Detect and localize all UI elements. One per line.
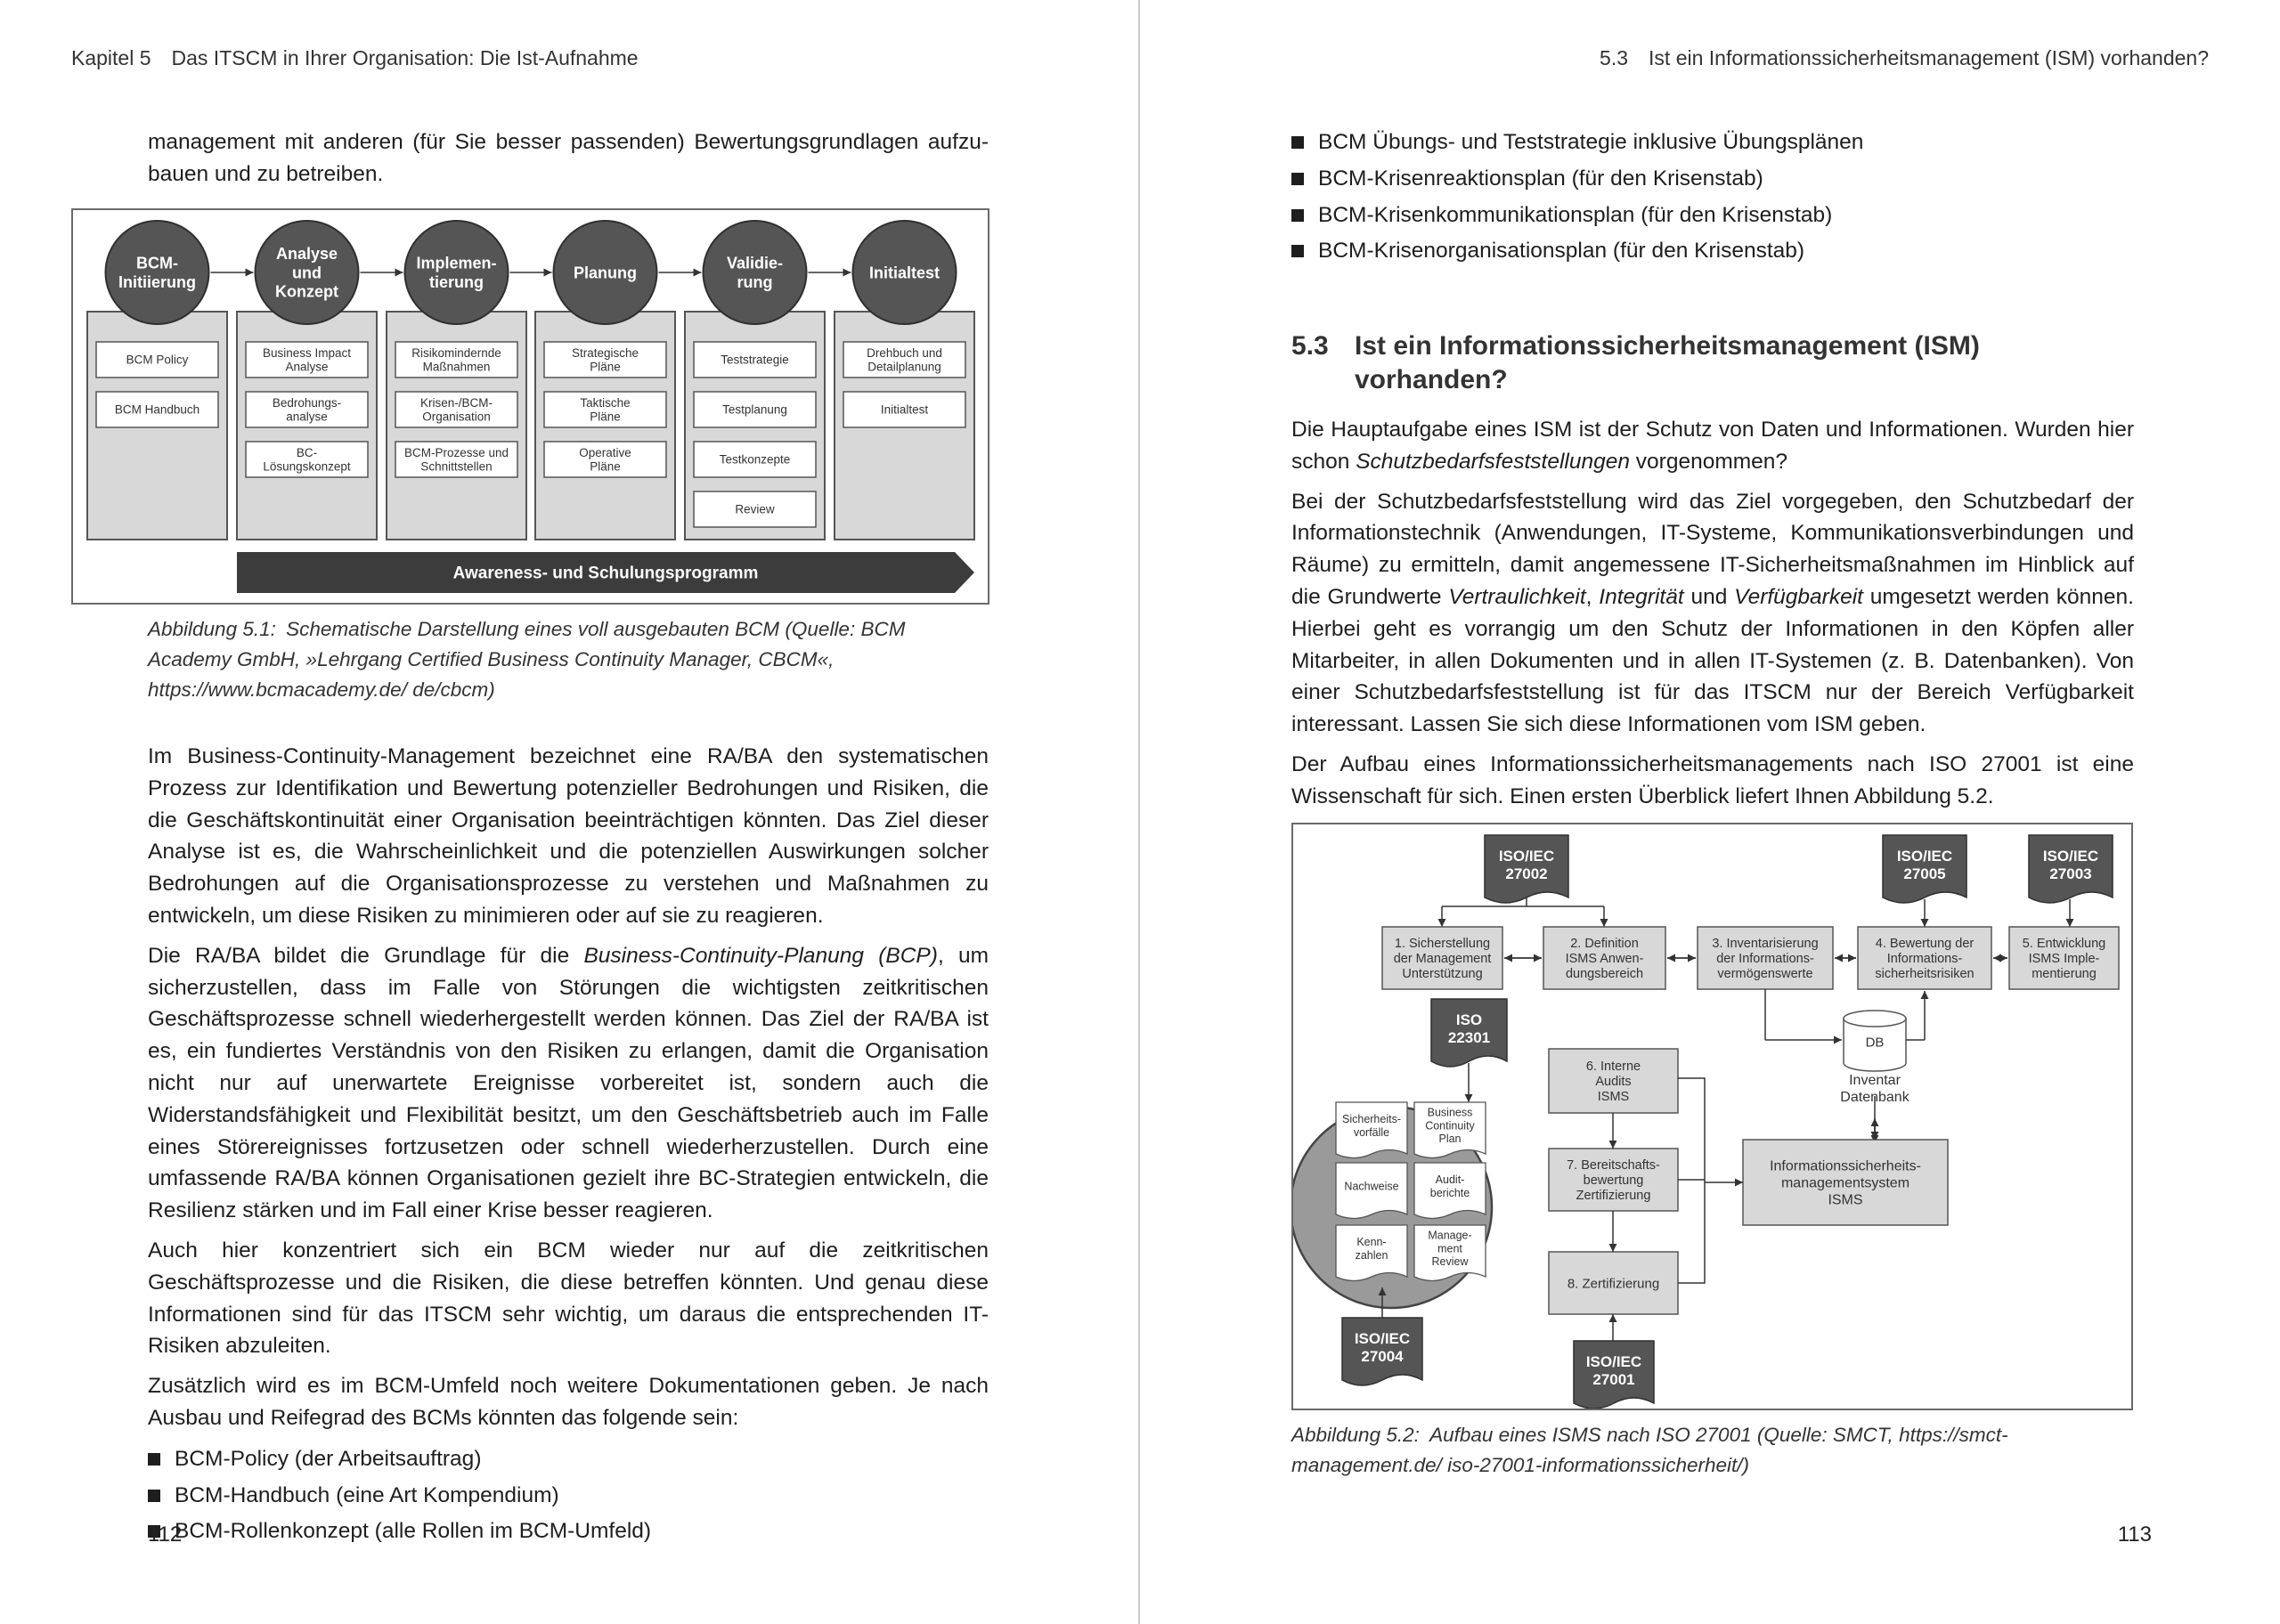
text-run: und [1683, 584, 1735, 609]
bullet-list-right [1291, 126, 2004, 267]
iso-27004-document-label: ISO/IEC 27004 [1354, 1329, 1411, 1365]
arrowhead-icon [694, 269, 702, 277]
left-body [148, 741, 989, 1552]
arrowhead-icon [1688, 954, 1696, 962]
deliverable-label: Business Impact Analyse [262, 345, 352, 374]
arrowhead-icon [1438, 919, 1446, 927]
list-item [1291, 163, 2004, 195]
text-run: Bei der Schutzbedarfsfeststellung wird das Ziel vorgegeben, den Schutzbedarf der Informationstechnik (Anwendungen, IT-Systeme, Kommunikationsverbindungen und Räume) zu ermitteln, damit angemessene IT-Sicherheitsmaßnahmen im Hinblick auf die Grundwerte [1291, 489, 2134, 609]
deliverable-label: BCM-Prozesse und Schnittstellen [403, 445, 509, 474]
isms-box-label: Informationssicherheits-managementsystem ISMS [1770, 1158, 1921, 1208]
section-number: 5.3 [1291, 331, 1329, 361]
process-step-label: 2. Definition ISMS Anwen-dungsbereich [1565, 936, 1644, 982]
deliverable-label: Bedrohungs-analyse [272, 395, 342, 424]
emphasis: Integrität [1599, 584, 1684, 609]
list-item [148, 1480, 989, 1512]
arrowhead-icon [1921, 991, 1929, 999]
record-document-label: Manage-ment Review [1428, 1229, 1472, 1269]
iso-27005-document-label: ISO/IEC 27005 [1896, 847, 1953, 882]
phase-title: Initialtest [868, 264, 940, 282]
record-document-label: Nachweise [1344, 1180, 1399, 1193]
list-item-text: BCM-Rollenkonzept (alle Rollen im BCM-Umfeld) [175, 1519, 652, 1544]
list-item [1291, 199, 2004, 231]
iso-22301-document-label: ISO 22301 [1447, 1011, 1491, 1046]
record-document-label: Kenn-zahlen [1355, 1236, 1388, 1262]
bullet-square-icon [1291, 209, 1304, 222]
deliverable-label: Testkonzepte [719, 452, 791, 467]
deliverable-label: Taktische Pläne [580, 395, 631, 424]
section-heading-5-3 [1291, 329, 2093, 397]
arrowhead-icon [843, 269, 851, 277]
list-item-text: BCM-Krisenorganisationsplan (für den Krisenstab) [1318, 239, 1805, 264]
paragraph [1291, 486, 2134, 741]
right-body [1291, 414, 2134, 821]
paragraph: Zusätzlich wird es im BCM-Umfeld noch weitere Dokumentationen geben. Je nach Ausbau und Reifegrad des BCMs könnten das folgende sein: [148, 1374, 989, 1430]
arrowhead-icon [1534, 954, 1542, 962]
arrowhead-icon [1465, 1094, 1473, 1102]
deliverable-label: Initialtest [880, 402, 929, 417]
record-document-label: Audit-berichte [1429, 1173, 1470, 1199]
arrowhead-icon [1609, 1244, 1617, 1252]
figure-isms [1291, 823, 2133, 1410]
list-item [1291, 126, 2004, 158]
isms-diagram [1293, 824, 2131, 1409]
database-caption: Inventar Datenbank [1840, 1073, 1910, 1106]
paragraph: Der Aufbau eines Informationssicherheitsmanagements nach ISO 27001 ist eine Wissenschaft für sich. Einen ersten Überblick liefert Ihnen Abbildung 5.2. [1291, 751, 2134, 808]
deliverable-label: Risikomindernde Maßnahmen [411, 345, 501, 374]
process-step-6-label: 6. Interne Audits ISMS [1585, 1059, 1641, 1105]
deliverable-label: Testplanung [722, 402, 787, 417]
connector-line [1678, 1078, 1705, 1283]
emphasis: Vertraulichkeit [1448, 584, 1586, 609]
list-item-text: BCM-Krisenreaktionsplan (für den Krisenstab) [1318, 166, 1763, 191]
arrowhead-icon [1600, 919, 1608, 927]
phase-title: Validie-rung [726, 254, 784, 291]
process-step-label: 4. Bewertung der Informations-sicherheitsrisiken [1875, 936, 1975, 982]
text-run: , um sicherzustellen, dass im Falle von Störungen die wichtigsten zeitkritischen Geschäftsprozesse schnell wiederhergestellt werden können. Das Ziel der RA/BA ist es, ein fundiertes Verständnis von den Risiken zu erlangen, damit die Organisation nicht nur auf unerwartete Ereignisse vorbereitet ist, sondern auch die Widerstandsfähigkeit und Flexibilität besitzt, um den Geschäftsbetrieb auch im Falle eines Störereignisses fortzusetzen oder schnell wiederherzustellen. Durch eine umfassende RA/BA können Organisationen gezielt ihre BC-Strategien entwickeln, die Resilienz stärken und im Fall einer Krise besser reagieren. [148, 943, 989, 1223]
figure-caption-5-1: Abbildung 5.1: Schematische Darstellung eines voll ausgebauten BCM (Quelle: BCM Academy GmbH, »Lehrgang Certified Business Continuity Manager, CBCM«, https://www.bcmacademy.de/ de/cbcm) [148, 618, 906, 701]
running-head-right: 5.3 Ist ein Informationssicherheitsmanagement (ISM) vorhanden? [1600, 46, 2209, 69]
emphasis: Verfügbarkeit [1734, 584, 1863, 609]
deliverable-label: Operative Pläne [579, 445, 631, 474]
paragraph [1291, 414, 2134, 478]
arrowhead-icon [1609, 1314, 1617, 1322]
arrowhead-icon [1834, 1036, 1842, 1044]
paragraph [148, 940, 989, 1227]
arrowhead-icon [395, 269, 403, 277]
figure-caption-5-2: Abbildung 5.2: Aufbau eines ISMS nach ISO 27001 (Quelle: SMCT, https://smct-management.de/ iso-27001-informationssicherheit/) [1291, 1424, 2008, 1476]
deliverable-label: BC-Lösungskonzept [263, 445, 351, 474]
arrowhead-icon [1735, 1179, 1743, 1187]
record-document-label: Business Continuity Plan [1425, 1106, 1475, 1146]
text-run: Die RA/BA bildet die Grundlage für die [148, 943, 584, 968]
deliverable-label: Review [735, 502, 775, 516]
text-run: vorgenommen? [1630, 449, 1788, 474]
emphasis: Business-Continuity-Planung (BCP) [583, 943, 938, 968]
bcm-diagram [73, 210, 988, 603]
process-step-8-label: 8. Zertifizierung [1567, 1276, 1660, 1292]
arrowhead-icon [1999, 954, 2007, 962]
deliverable-label: BCM Policy [126, 353, 189, 367]
paragraph: Auch hier konzentriert sich ein BCM wieder nur auf die zeitkritischen Geschäftsprozesse und die Risiken, die diese betreffen könnten. Und genau diese Informationen sind für das ITSCM sehr wichtig, um daraus die entsprechenden IT-Risiken abzuleiten. [148, 1238, 989, 1359]
arrowhead-icon [1848, 954, 1856, 962]
intro-text [148, 126, 989, 191]
text-run: Die Hauptaufgabe eines ISM ist der Schutz von Daten und Informationen. Wurden hier schon [1291, 418, 2134, 474]
arrowhead-icon [544, 269, 552, 277]
deliverable-label: Strategische Pläne [571, 345, 639, 374]
arrowhead-icon [1609, 1141, 1617, 1149]
phase-title: Planung [574, 264, 637, 282]
bullet-square-icon [1291, 136, 1304, 149]
bullet-list-left [148, 1443, 989, 1547]
list-item-text: BCM-Krisenkommunikationsplan (für den Krisenstab) [1318, 202, 1833, 227]
deliverable-label: Teststrategie [721, 353, 789, 367]
deliverable-label: Drehbuch und Detailplanung [867, 345, 942, 374]
running-head-left: Kapitel 5 Das ITSCM in Ihrer Organisation: Die Ist-Aufnahme [71, 46, 639, 69]
text-run: , [1585, 584, 1600, 609]
section-title-line-2: vorhanden? [1355, 365, 1508, 394]
list-item [148, 1515, 989, 1547]
intro-line-2: bauen und zu betreiben. [148, 161, 384, 186]
arrowhead-icon [246, 269, 254, 277]
right-page [1140, 0, 2280, 1624]
bullet-square-icon [1291, 245, 1304, 257]
text-run: umgesetzt werden können. Hierbei geht es vorrangig um den Schutz der Informationen in den Köpfen aller Mitarbeiter, in allen Dokumenten und in allen IT-Systemen (z. B. Datenbanken). Von einer Schutzbedarfsfeststellung ist für das ITSCM nur der Bereich Verfügbarkeit interessant. Lassen Sie sich diese Informationen vom ISM geben. [1291, 584, 2134, 737]
record-document-label: Sicherheits-vorfälle [1342, 1113, 1401, 1139]
intro-line-1: management mit anderen (für Sie besser passenden) Bewertungsgrundlagen aufzu- [148, 130, 989, 154]
bullet-square-icon [148, 1453, 160, 1466]
paragraph: Im Business-Continuity-Management bezeichnet eine RA/BA den systematischen Prozess zur Identifikation und Bewertung potenzieller Bedrohungen und Risiken, die die Geschäftskontinuität einer Organisation beeinträchtigen könnten. Das Ziel dieser Analyse ist es, die Wahrscheinlichkeit und die potenziellen Auswirkungen solcher Bedrohungen auf die Organisationsprozesse zu verstehen und Maßnahmen zu entwickeln, um diese Risiken zu minimieren oder auf sie zu reagieren. [148, 744, 989, 928]
right-top-bullets [1291, 126, 2004, 272]
list-item [148, 1443, 989, 1475]
process-step-label: 5. Entwicklung ISMS Imple-mentierung [2022, 936, 2106, 982]
phase-title: Implemen-tierung [416, 254, 497, 291]
iso-27001-document-label: ISO/IEC 27001 [1585, 1352, 1642, 1388]
bullet-square-icon [1291, 173, 1304, 185]
process-step-label: 1. Sicherstellung der Management Unterstützung [1393, 936, 1492, 982]
awareness-banner-label: Awareness- und Schulungsprogramm [452, 564, 759, 583]
process-step-label: 3. Inventarisierung der Informations-vermögenswerte [1712, 936, 1819, 982]
phase-title: Analyse und Konzept [275, 245, 338, 301]
bullet-square-icon [148, 1490, 160, 1502]
database-icon-top [1844, 1011, 1906, 1027]
figure-bcm [71, 208, 989, 605]
list-item [1291, 235, 2004, 267]
deliverable-label: Krisen-/BCM-Organisation [419, 395, 493, 424]
page-number-right: 113 [2117, 1522, 2152, 1547]
iso-27002-document-label: ISO/IEC 27002 [1498, 847, 1555, 882]
page-number-left: 112 [148, 1522, 183, 1547]
emphasis: Schutzbedarfsfeststellungen [1356, 449, 1630, 474]
section-title-line-1: Ist ein Informationssicherheitsmanagement (ISM) [1355, 331, 1980, 361]
list-item-text: BCM-Policy (der Arbeitsauftrag) [175, 1446, 482, 1471]
list-item-text: BCM Übungs- und Teststrategie inklusive Übungsplänen [1318, 130, 1864, 154]
process-step-7-label: 7. Bereitschafts-bewertung Zertifizierung [1567, 1157, 1660, 1204]
arrowhead-icon [1921, 919, 1929, 927]
phase-title: BCM-Initiierung [118, 254, 196, 291]
iso-27003-document-label: ISO/IEC 27003 [2042, 847, 2099, 882]
list-item-text: BCM-Handbuch (eine Art Kompendium) [175, 1482, 559, 1507]
database-label: DB [1865, 1035, 1885, 1051]
deliverable-label: BCM Handbuch [114, 402, 200, 417]
arrowhead-icon [2066, 919, 2074, 927]
